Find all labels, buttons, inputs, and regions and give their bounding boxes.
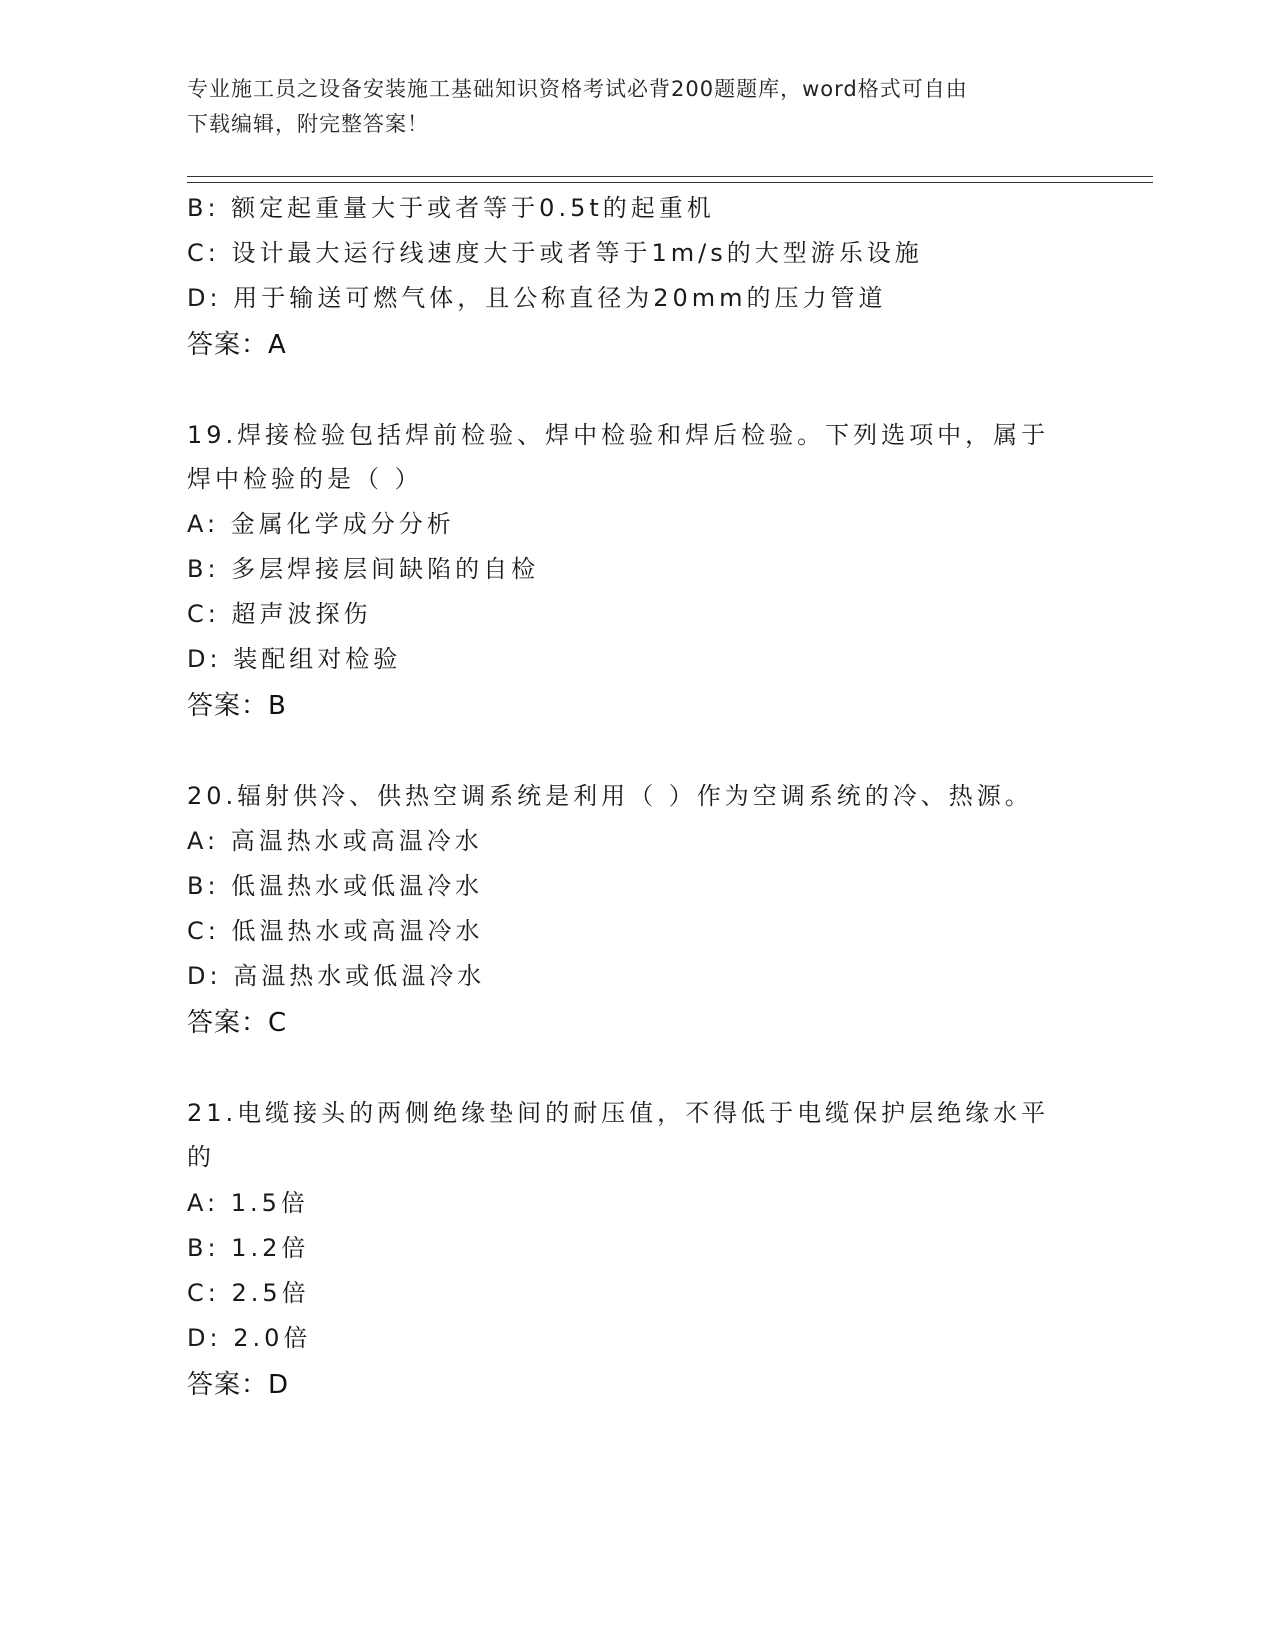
q18-answer: 答案：A [187,330,287,360]
q20-stem-line-1: 20.辐射供冷、供热空调系统是利用（ ）作为空调系统的冷、热源。 [187,782,1033,810]
document-header [187,72,1067,142]
q21-option-d: D: 2.0倍 [187,1324,312,1352]
q21-stem-line-1: 21.电缆接头的两侧绝缘垫间的耐压值，不得低于电缆保护层绝缘水平 [187,1099,1050,1127]
q19-stem-line-2: 焊中检验的是（ ） [187,465,423,493]
q21-answer: 答案：D [187,1370,290,1400]
q19-option-d: D: 装配组对检验 [187,645,402,673]
header-line-1: 专业施工员之设备安装施工基础知识资格考试必背200题题库，word格式可自由 [187,77,968,101]
q21-option-c: C: 2.5倍 [187,1279,310,1307]
q19-stem-line-1: 19.焊接检验包括焊前检验、焊中检验和焊后检验。下列选项中，属于 [187,421,1050,449]
header-divider-bottom [187,182,1153,183]
header-line-2: 下载编辑，附完整答案！ [187,112,429,136]
q21-option-b: B: 1.2倍 [187,1234,310,1262]
q20-option-a: A: 高温热水或高温冷水 [187,827,483,855]
q20-answer: 答案：C [187,1008,288,1038]
q19-answer: 答案：B [187,691,287,721]
q21-option-a: A: 1.5倍 [187,1189,309,1217]
q19-option-a: A: 金属化学成分分析 [187,510,455,538]
q19-option-b: B: 多层焊接层间缺陷的自检 [187,555,540,583]
q20-option-c: C: 低温热水或高温冷水 [187,917,484,945]
q18-option-d: D: 用于输送可燃气体，且公称直径为20mm的压力管道 [187,284,887,312]
q18-option-b: B: 额定起重量大于或者等于0.5t的起重机 [187,194,715,222]
q18-option-c: C: 设计最大运行线速度大于或者等于1m/s的大型游乐设施 [187,239,923,267]
q20-option-b: B: 低温热水或低温冷水 [187,872,484,900]
q21-stem-line-2: 的 [187,1143,215,1171]
q20-option-d: D: 高温热水或低温冷水 [187,962,486,990]
header-divider-top [187,176,1153,177]
q19-option-c: C: 超声波探伤 [187,600,372,628]
